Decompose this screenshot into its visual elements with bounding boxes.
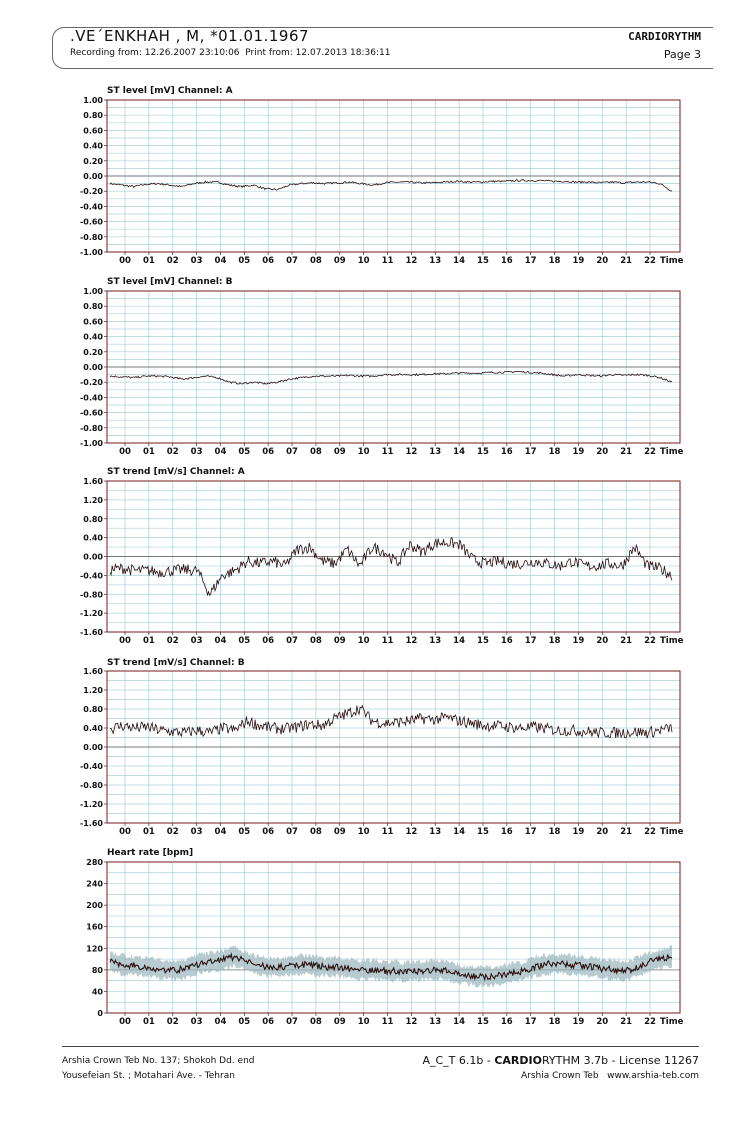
- x-tick-label: 01: [142, 447, 155, 457]
- x-tick-label: 21: [620, 256, 633, 266]
- x-tick-label: 16: [500, 827, 513, 837]
- y-tick-label: -0.80: [79, 232, 103, 242]
- y-tick-label: 160: [86, 922, 103, 932]
- series-line: [110, 180, 672, 192]
- footer-address-2: Yousefeian St. ; Motahari Ave. - Tehran: [62, 1071, 235, 1081]
- y-tick-label: 0.60: [83, 126, 103, 136]
- x-tick-label: 04: [214, 1017, 227, 1027]
- footer-company-name: Arshia Crown Teb: [520, 1071, 599, 1081]
- x-tick-label: 08: [309, 827, 322, 837]
- y-tick-label: 120: [86, 944, 103, 954]
- x-tick-label: 05: [238, 636, 251, 646]
- x-tick-label: 19: [572, 1017, 585, 1027]
- x-tick-label: 07: [286, 256, 298, 266]
- y-tick-label: -1.20: [79, 800, 103, 809]
- x-tick-label: 12: [405, 636, 418, 646]
- series-line: [110, 538, 672, 596]
- y-tick-label: 0.80: [83, 111, 103, 121]
- x-tick-label: 12: [405, 1017, 418, 1027]
- y-tick-label: -0.60: [79, 217, 103, 227]
- footer-company: [521, 1071, 699, 1081]
- x-tick-label: 01: [142, 827, 155, 837]
- x-tick-label: 12: [405, 827, 418, 837]
- y-tick-label: 1.20: [83, 495, 103, 505]
- footer-version-brand: CARDIO: [494, 1054, 542, 1067]
- y-tick-label: -1.60: [79, 628, 103, 637]
- x-tick-label: 10: [357, 636, 370, 646]
- x-tick-label: 15: [477, 1017, 489, 1027]
- y-tick-label: -0.20: [79, 378, 103, 388]
- x-tick-label: 18: [548, 256, 561, 266]
- x-tick-label: 14: [453, 256, 466, 266]
- x-tick-label: 13: [429, 636, 442, 646]
- brand-title: CARDIORYTHM: [628, 30, 701, 43]
- x-tick-label: 22: [644, 827, 656, 837]
- chart-title: ST level [mV] Channel: A: [107, 86, 233, 96]
- y-tick-label: -0.60: [79, 408, 103, 418]
- x-tick-label: 12: [405, 447, 418, 457]
- x-tick-label: 03: [190, 636, 203, 646]
- series-line: [110, 706, 672, 739]
- x-tick-label: 19: [572, 256, 585, 266]
- x-tick-label: 11: [381, 636, 394, 646]
- x-tick-label: 05: [238, 1017, 251, 1027]
- x-tick-label: 21: [620, 1017, 633, 1027]
- y-tick-label: -1.60: [79, 819, 103, 828]
- x-tick-label: 17: [524, 447, 537, 457]
- x-tick-label: 04: [214, 827, 227, 837]
- x-tick-label: 02: [166, 256, 179, 266]
- x-tick-label: 20: [596, 447, 609, 457]
- x-tick-label: 16: [500, 447, 513, 457]
- y-tick-label: 1.60: [83, 667, 103, 676]
- x-tick-label: 02: [166, 1017, 179, 1027]
- y-tick-label: 0.00: [83, 172, 103, 181]
- x-tick-label: 13: [429, 447, 442, 457]
- x-tick-label: 17: [524, 256, 537, 266]
- y-tick-label: 280: [86, 858, 103, 867]
- y-tick-label: 0.20: [83, 347, 103, 357]
- y-tick-label: 0.40: [83, 141, 103, 151]
- y-tick-label: -0.40: [79, 571, 103, 581]
- x-tick-label: 18: [548, 447, 561, 457]
- x-tick-label: 08: [309, 256, 322, 266]
- x-tick-label: 17: [524, 827, 537, 837]
- x-axis-end-label: Time: [660, 447, 684, 457]
- x-tick-label: 05: [238, 447, 251, 457]
- chart-title: ST trend [mV/s] Channel: B: [107, 658, 245, 668]
- x-tick-label: 16: [500, 636, 513, 646]
- x-tick-label: 04: [214, 256, 227, 266]
- x-tick-label: 15: [477, 256, 489, 266]
- y-tick-label: 0.80: [83, 302, 103, 312]
- x-axis-end-label: Time: [660, 256, 684, 266]
- x-tick-label: 20: [596, 636, 609, 646]
- x-tick-label: 05: [238, 256, 251, 266]
- x-tick-label: 00: [119, 827, 131, 837]
- x-tick-label: 09: [333, 636, 346, 646]
- y-tick-label: 0.80: [83, 705, 103, 714]
- chart-title: ST trend [mV/s] Channel: A: [107, 467, 245, 477]
- x-tick-label: 03: [190, 1017, 203, 1027]
- x-tick-label: 05: [238, 827, 251, 837]
- y-tick-label: -0.40: [79, 393, 103, 403]
- y-tick-label: 0.20: [83, 156, 103, 166]
- x-tick-label: 13: [429, 827, 442, 837]
- x-tick-label: 10: [357, 827, 370, 837]
- footer-address-1: Arshia Crown Teb No. 137; Shokoh Dd. end: [62, 1056, 255, 1066]
- x-tick-label: 19: [572, 827, 585, 837]
- x-axis-end-label: Time: [660, 827, 684, 837]
- x-tick-label: 16: [500, 1017, 513, 1027]
- x-tick-label: 01: [142, 256, 155, 266]
- x-tick-label: 22: [644, 256, 656, 266]
- x-tick-label: 08: [309, 636, 322, 646]
- x-tick-label: 06: [262, 636, 275, 646]
- x-tick-label: 14: [453, 1017, 466, 1027]
- x-tick-label: 20: [596, 1017, 609, 1027]
- x-tick-label: 13: [429, 256, 442, 266]
- patient-name: .VE´ENKHAH , M, *01.01.1967: [70, 27, 310, 45]
- y-tick-label: -0.80: [79, 423, 103, 433]
- x-tick-label: 15: [477, 827, 489, 837]
- x-tick-label: 06: [262, 256, 275, 266]
- x-tick-label: 14: [453, 636, 466, 646]
- x-tick-label: 02: [166, 827, 179, 837]
- x-tick-label: 18: [548, 827, 561, 837]
- x-tick-label: 16: [500, 256, 513, 266]
- y-tick-label: -1.00: [79, 439, 103, 448]
- x-tick-label: 14: [453, 447, 466, 457]
- footer-website: www.arshia-teb.com: [607, 1071, 699, 1081]
- x-tick-label: 21: [620, 447, 633, 457]
- y-tick-label: 0.40: [83, 332, 103, 342]
- x-tick-label: 03: [190, 827, 203, 837]
- footer-divider: [62, 1046, 699, 1047]
- x-tick-label: 13: [429, 1017, 442, 1027]
- x-axis-end-label: Time: [660, 1017, 684, 1027]
- x-tick-label: 19: [572, 447, 585, 457]
- x-axis-end-label: Time: [660, 636, 684, 646]
- y-tick-label: 80: [91, 965, 103, 975]
- x-tick-label: 06: [262, 1017, 275, 1027]
- page-number: Page 3: [663, 48, 701, 61]
- x-tick-label: 11: [381, 256, 394, 266]
- x-tick-label: 09: [333, 447, 346, 457]
- x-tick-label: 04: [214, 447, 227, 457]
- y-tick-label: -1.00: [79, 248, 103, 257]
- y-tick-label: 0.80: [83, 514, 103, 524]
- y-tick-label: 0.00: [83, 363, 103, 372]
- footer-version-post: RYTHM 3.7b - License 11267: [541, 1054, 699, 1067]
- y-tick-label: 0.40: [83, 724, 103, 733]
- x-tick-label: 20: [596, 827, 609, 837]
- y-tick-label: 0.40: [83, 533, 103, 543]
- recording-from: Recording from: 12.26.2007 23:10:06: [70, 48, 240, 58]
- x-tick-label: 12: [405, 256, 418, 266]
- x-tick-label: 07: [286, 636, 298, 646]
- x-tick-label: 10: [357, 1017, 370, 1027]
- x-tick-label: 00: [119, 1017, 131, 1027]
- y-tick-label: -0.80: [79, 590, 103, 600]
- footer-version: [422, 1054, 699, 1067]
- x-tick-label: 09: [333, 256, 346, 266]
- x-tick-label: 00: [119, 447, 131, 457]
- y-tick-label: -0.20: [79, 187, 103, 197]
- x-tick-label: 02: [166, 636, 179, 646]
- y-tick-label: 1.60: [83, 477, 103, 486]
- x-tick-label: 22: [644, 1017, 656, 1027]
- x-tick-label: 17: [524, 1017, 537, 1027]
- x-tick-label: 22: [644, 447, 656, 457]
- x-tick-label: 20: [596, 256, 609, 266]
- x-tick-label: 18: [548, 636, 561, 646]
- y-tick-label: 1.00: [83, 287, 103, 296]
- x-tick-label: 03: [190, 256, 203, 266]
- x-tick-label: 19: [572, 636, 585, 646]
- x-tick-label: 14: [453, 827, 466, 837]
- x-tick-label: 07: [286, 447, 298, 457]
- x-tick-label: 18: [548, 1017, 561, 1027]
- x-tick-label: 07: [286, 827, 298, 837]
- y-tick-label: 40: [91, 987, 103, 997]
- y-tick-label: 0.60: [83, 317, 103, 327]
- x-tick-label: 09: [333, 827, 346, 837]
- x-tick-label: 15: [477, 447, 489, 457]
- chart-title: Heart rate [bpm]: [107, 848, 194, 858]
- x-tick-label: 08: [309, 1017, 322, 1027]
- x-tick-label: 03: [190, 447, 203, 457]
- y-tick-label: 200: [86, 901, 103, 911]
- x-tick-label: 11: [381, 1017, 394, 1027]
- y-tick-label: 0.00: [83, 552, 103, 562]
- y-tick-label: 0.00: [83, 743, 103, 752]
- print-from: Print from: 12.07.2013 18:36:11: [245, 48, 391, 58]
- y-tick-label: -0.40: [79, 762, 103, 771]
- y-tick-label: 0: [97, 1009, 103, 1018]
- y-tick-label: -0.40: [79, 202, 103, 212]
- x-tick-label: 07: [286, 1017, 298, 1027]
- x-tick-label: 04: [214, 636, 227, 646]
- x-tick-label: 02: [166, 447, 179, 457]
- y-tick-label: -1.20: [79, 609, 103, 619]
- x-tick-label: 10: [357, 447, 370, 457]
- x-tick-label: 17: [524, 636, 537, 646]
- x-tick-label: 00: [119, 256, 131, 266]
- x-tick-label: 08: [309, 447, 322, 457]
- x-tick-label: 01: [142, 636, 155, 646]
- x-tick-label: 22: [644, 636, 656, 646]
- y-tick-label: 240: [86, 879, 103, 889]
- x-tick-label: 21: [620, 827, 633, 837]
- footer-version-pre: A_C_T 6.1b -: [422, 1054, 495, 1067]
- x-tick-label: 01: [142, 1017, 155, 1027]
- y-tick-label: 1.20: [83, 686, 103, 695]
- y-tick-label: 1.00: [83, 96, 103, 105]
- chart-title: ST level [mV] Channel: B: [107, 277, 233, 287]
- x-tick-label: 21: [620, 636, 633, 646]
- x-tick-label: 06: [262, 827, 275, 837]
- x-tick-label: 06: [262, 447, 275, 457]
- x-tick-label: 09: [333, 1017, 346, 1027]
- x-tick-label: 10: [357, 256, 370, 266]
- x-tick-label: 11: [381, 447, 394, 457]
- y-tick-label: -0.80: [79, 781, 103, 790]
- x-tick-label: 11: [381, 827, 394, 837]
- x-tick-label: 15: [477, 636, 489, 646]
- x-tick-label: 00: [119, 636, 131, 646]
